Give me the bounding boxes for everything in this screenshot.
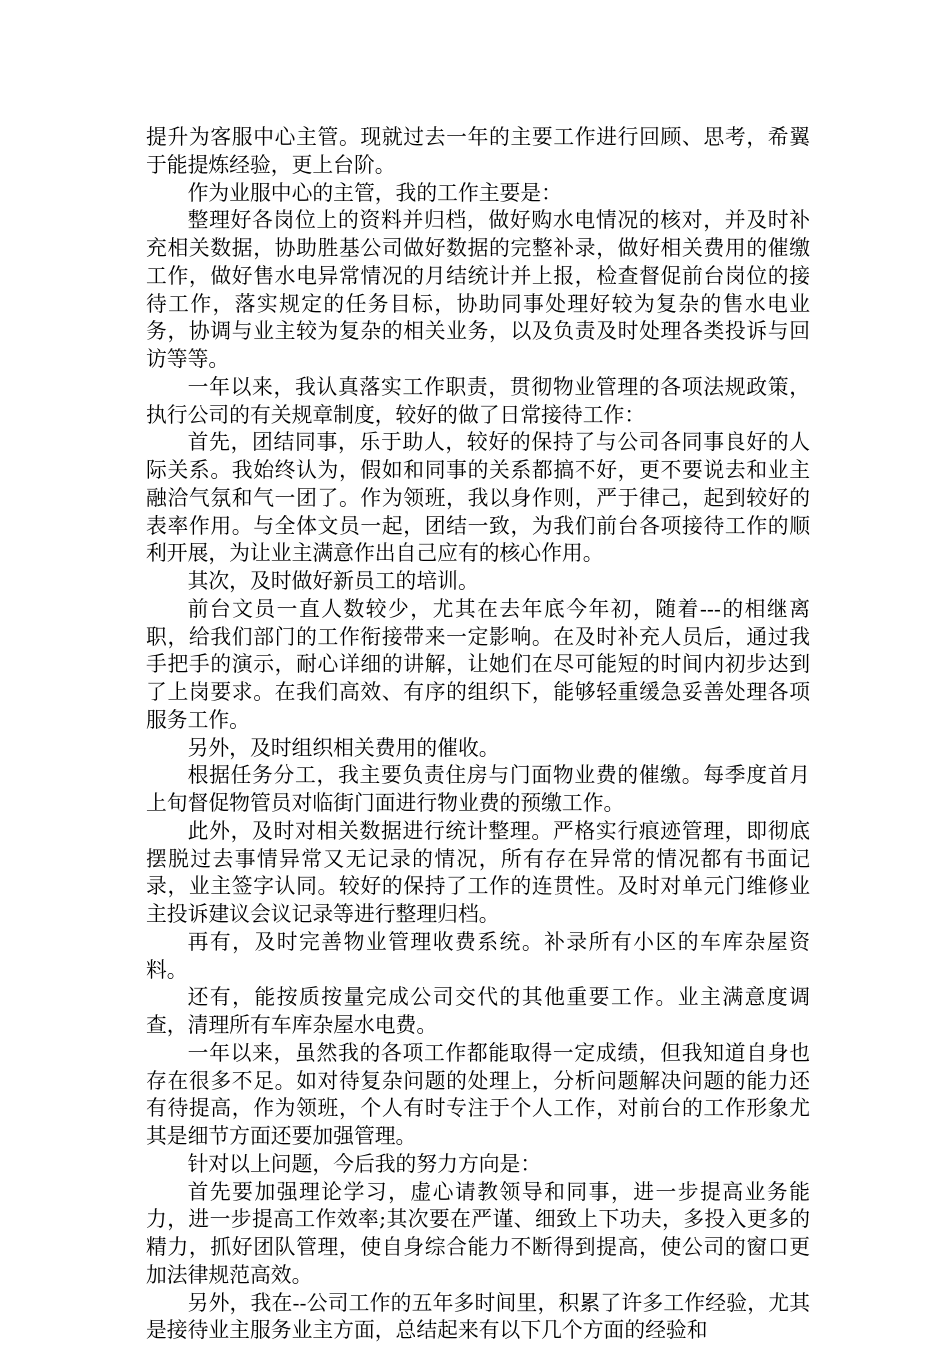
body-paragraph: 再有，及时完善物业管理收费系统。补录所有小区的车库杂屋资料。: [146, 929, 810, 985]
body-paragraph: 还有，能按质按量完成公司交代的其他重要工作。业主满意度调查，清理所有车库杂屋水电费。: [146, 984, 810, 1040]
body-paragraph: 根据任务分工，我主要负责住房与门面物业费的催缴。每季度首月上旬督促物管员对临街门面进行物业费的预缴工作。: [146, 762, 810, 818]
body-paragraph: 提升为客服中心主管。现就过去一年的主要工作进行回顾、思考，希翼于能提炼经验，更上台阶。: [146, 124, 810, 180]
body-paragraph: 一年以来，虽然我的各项工作都能取得一定成绩，但我知道自身也存在很多不足。如对待复杂问题的处理上，分析问题解决问题的能力还有待提高，作为领班，个人有时专注于个人工作，对前台的工作形象尤其是细节方面还要加强管理。: [146, 1040, 810, 1151]
document-page: [146, 124, 810, 1345]
body-paragraph: 另外，及时组织相关费用的催收。: [146, 735, 810, 763]
body-paragraph: 首先要加强理论学习，虚心请教领导和同事，进一步提高业务能力，进一步提高工作效率;其次要在严谨、细致上下功夫，多投入更多的精力，抓好团队管理，使自身综合能力不断得到提高，使公司的窗口更加法律规范高效。: [146, 1179, 810, 1290]
body-paragraph: 一年以来，我认真落实工作职责，贯彻物业管理的各项法规政策，执行公司的有关规章制度，较好的做了日常接待工作：: [146, 374, 810, 430]
body-paragraph: 针对以上问题，今后我的努力方向是：: [146, 1151, 810, 1179]
body-paragraph: 此外，及时对相关数据进行统计整理。严格实行痕迹管理，即彻底摆脱过去事情异常又无记录的情况，所有存在异常的情况都有书面记录，业主签字认同。较好的保持了工作的连贯性。及时对单元门维修业主投诉建议会议记录等进行整理归档。: [146, 818, 810, 929]
body-paragraph: 首先，团结同事，乐于助人，较好的保持了与公司各同事良好的人际关系。我始终认为，假如和同事的关系都搞不好，更不要说去和业主融洽气氛和气一团了。作为领班，我以身作则，严于律己，起到较好的表率作用。与全体文员一起，团结一致，为我们前台各项接待工作的顺利开展，为让业主满意作出自己应有的核心作用。: [146, 429, 810, 568]
body-paragraph: 其次，及时做好新员工的培训。: [146, 568, 810, 596]
body-paragraph: 另外，我在--公司工作的五年多时间里，积累了许多工作经验，尤其是接待业主服务业主方面，总结起来有以下几个方面的经验和: [146, 1290, 810, 1345]
body-paragraph: 整理好各岗位上的资料并归档，做好购水电情况的核对，并及时补充相关数据，协助胜基公司做好数据的完整补录，做好相关费用的催缴工作，做好售水电异常情况的月结统计并上报，检查督促前台岗位的接待工作，落实规定的任务目标，协助同事处理好较为复杂的售水电业务，协调与业主较为复杂的相关业务，以及负责及时处理各类投诉与回访等等。: [146, 207, 810, 374]
body-paragraph: 作为业服中心的主管，我的工作主要是：: [146, 180, 810, 208]
body-paragraph: 前台文员一直人数较少，尤其在去年底今年初，随着---的相继离职，给我们部门的工作衔接带来一定影响。在及时补充人员后，通过我手把手的演示，耐心详细的讲解，让她们在尽可能短的时间内初步达到了上岗要求。在我们高效、有序的组织下，能够轻重缓急妥善处理各项服务工作。: [146, 596, 810, 735]
